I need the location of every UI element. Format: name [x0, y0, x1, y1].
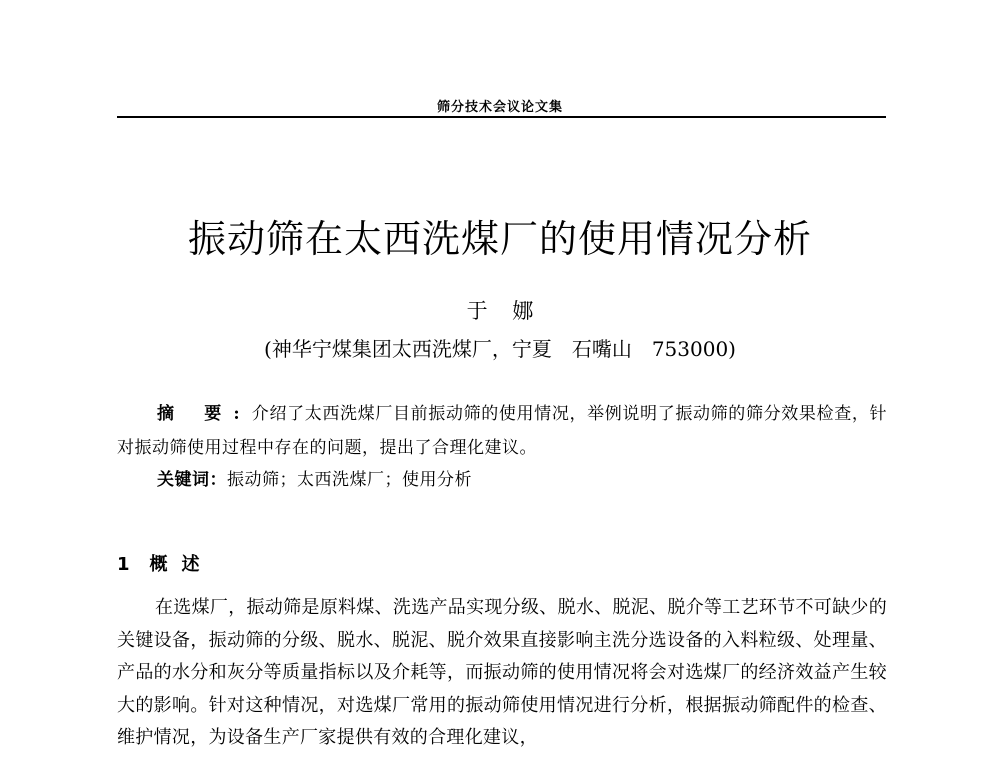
author-name: 于 娜	[466, 299, 534, 323]
keywords-text: 振动筛；太西洗煤厂；使用分析	[227, 470, 472, 490]
abstract	[117, 397, 887, 465]
paper-title: 振动筛在太西洗煤厂的使用情况分析	[187, 217, 812, 261]
abstract-text: 介绍了太西洗煤厂目前振动筛的使用情况，举例说明了振动筛的筛分效果检查，针对振动筛使用过程中存在的问题，提出了合理化建议。	[117, 404, 887, 458]
header-rule	[117, 116, 886, 118]
section-number: 1	[117, 554, 130, 575]
abstract-label: 摘 要:	[157, 404, 252, 424]
running-header: 筛分技术会议论文集	[436, 100, 563, 115]
keywords	[157, 463, 887, 497]
section-heading	[117, 550, 214, 580]
author-affiliation: (神华宁煤集团太西洗煤厂，宁夏 石嘴山 753000)	[264, 337, 736, 361]
section-title: 概述	[149, 554, 214, 575]
keywords-label: 关键词：	[157, 470, 227, 490]
body-paragraph: 在选煤厂，振动筛是原料煤、洗选产品实现分级、脱水、脱泥、脱介等工艺环节不可缺少的关键设备，振动筛的分级、脱水、脱泥、脱介效果直接影响主洗分选设备的入料粒级、处理量、产品的水分和灰分等质量指标以及介耗等，而振动筛的使用情况将会对选煤厂的经济效益产生较大的影响。针对这种情况，对选煤厂常用的振动筛使用情况进行分析，根据振动筛配件的检查、维护情况，为设备生产厂家提供有效的合理化建议，	[117, 597, 887, 748]
